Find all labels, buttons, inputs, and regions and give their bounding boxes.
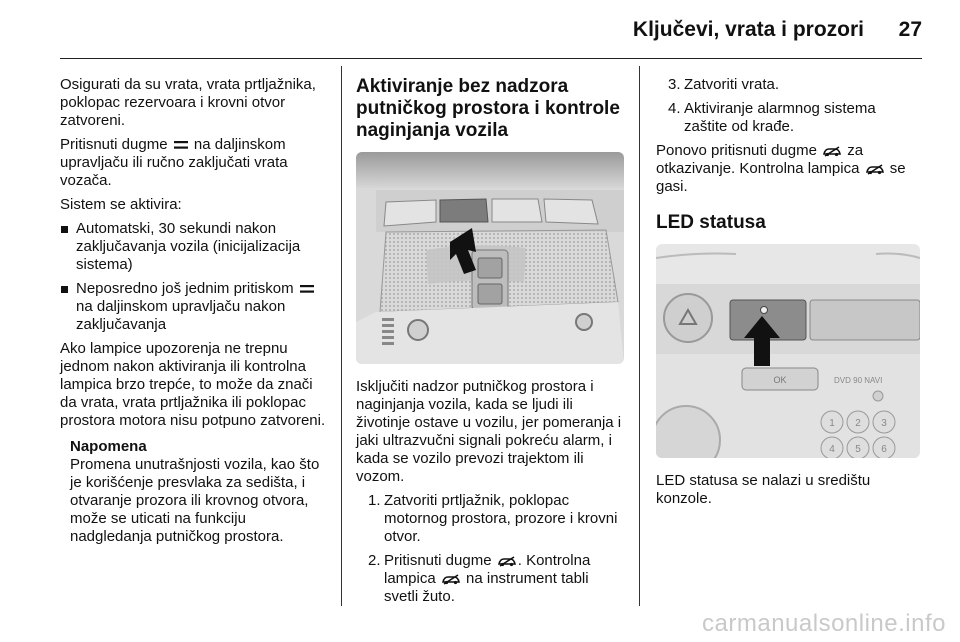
list-item bbox=[60, 280, 328, 334]
paragraph: Ako lampice upozorenja ne trepnu jednom nakon aktiviranja ili kontrolna lampica brzo trepće, to može da znači da vrata, vrata prtljažnika ili poklopac prostora motora nisu potpuno zatvoreni. bbox=[60, 340, 326, 429]
step-number: 3. bbox=[668, 76, 681, 93]
ceiling-console-illustration bbox=[356, 152, 624, 364]
text: na daljinskom upravljaču nakon zaključavanja bbox=[76, 298, 286, 333]
header-rule bbox=[60, 58, 922, 59]
watermark: carmanualsonline.info bbox=[702, 610, 946, 637]
text: Ponovo pritisnuti dugme bbox=[656, 142, 817, 159]
step-number: 2. bbox=[368, 552, 381, 569]
car-alarm-icon bbox=[822, 146, 842, 157]
text: na daljinskom upravljaču ili ručno zaključati vrata vozača. bbox=[60, 136, 288, 189]
page-number: 27 bbox=[898, 18, 922, 41]
list-item bbox=[656, 100, 922, 136]
list-item bbox=[356, 492, 626, 546]
step-text: na instrument tabli svetli žuto. bbox=[384, 570, 589, 605]
section-heading: LED statusa bbox=[656, 212, 766, 233]
car-alarm-icon bbox=[441, 574, 461, 585]
step-text: Zatvoriti vrata. bbox=[684, 76, 780, 93]
text: za otkazivanje. Kontrolna lampica bbox=[656, 142, 864, 177]
step-list bbox=[656, 76, 922, 136]
list-item: Automatski, 30 sekundi nakon zaključavanja vozila (inicijalizacija sistema) bbox=[60, 220, 328, 274]
list-item bbox=[656, 76, 922, 94]
section-heading: Aktiviranje bez nadzora putničkog prostora i kontrole naginjanja vozila bbox=[356, 76, 620, 141]
preset-key-label: 2 bbox=[855, 418, 861, 429]
lock-button-icon bbox=[174, 140, 188, 150]
column-1 bbox=[60, 76, 328, 546]
car-alarm-icon bbox=[497, 556, 517, 567]
paragraph bbox=[656, 142, 922, 196]
text: se gasi. bbox=[656, 160, 906, 195]
paragraph: Isključiti nadzor putničkog prostora i naginjanja vozila, kada se ljudi ili životinje ostave u vozilu, jer pomeranja i jaki ultrazvučni signali pokreću alarm, i kada se vozilo prevozi trajektom ili vozom. bbox=[356, 378, 622, 485]
step-text: . Kontrolna lampica bbox=[384, 552, 591, 587]
preset-key-label: 4 bbox=[829, 444, 835, 455]
led-status-figure bbox=[656, 244, 920, 458]
column-divider-1 bbox=[341, 66, 342, 606]
step-number: 1. bbox=[368, 492, 381, 509]
device-model-label: DVD 90 NAVI bbox=[834, 376, 883, 385]
bullet-list bbox=[60, 220, 328, 334]
step-text: Aktiviranje alarmnog sistema zaštite od krađe. bbox=[684, 100, 876, 135]
list-item bbox=[356, 552, 626, 606]
column-3 bbox=[656, 76, 922, 514]
step-number: 4. bbox=[668, 100, 681, 117]
lock-button-icon bbox=[300, 284, 314, 294]
center-console-illustration bbox=[656, 244, 920, 458]
ok-button-label: OK bbox=[773, 375, 787, 385]
text: Neposredno još jednim pritiskom bbox=[76, 280, 294, 297]
car-alarm-icon bbox=[865, 164, 885, 175]
column-divider-2 bbox=[639, 66, 640, 606]
preset-key-label: 6 bbox=[881, 444, 887, 455]
column-2 bbox=[356, 76, 626, 612]
page-header-title: Ključevi, vrata i prozori bbox=[632, 18, 864, 41]
note-box bbox=[60, 438, 328, 546]
preset-key-label: 5 bbox=[855, 444, 861, 455]
ceiling-console-figure bbox=[356, 152, 624, 364]
text: Pritisnuti dugme bbox=[60, 136, 168, 153]
step-text: Pritisnuti dugme bbox=[384, 552, 492, 569]
paragraph bbox=[60, 136, 328, 190]
note-title: Napomena bbox=[70, 438, 147, 455]
step-list bbox=[356, 492, 626, 606]
figure-caption: LED statusa se nalazi u središtu konzole. bbox=[656, 472, 871, 507]
preset-key-label: 1 bbox=[829, 418, 835, 429]
step-text: Zatvoriti prtljažnik, poklopac motornog prostora, prozore i krovni otvor. bbox=[384, 492, 618, 545]
note-text: Promena unutrašnjosti vozila, kao što je korišćenje presvlaka za sedišta, i otvaranje prozora ili krovnog otvora, može se uticati na funkciju nadgledanja putničkog prostora. bbox=[70, 456, 320, 545]
preset-key-label: 3 bbox=[881, 418, 887, 429]
paragraph: Osigurati da su vrata, vrata prtljažnika, poklopac rezervoara i krovni otvor zatvoreni. bbox=[60, 76, 316, 129]
paragraph: Sistem se aktivira: bbox=[60, 196, 182, 213]
